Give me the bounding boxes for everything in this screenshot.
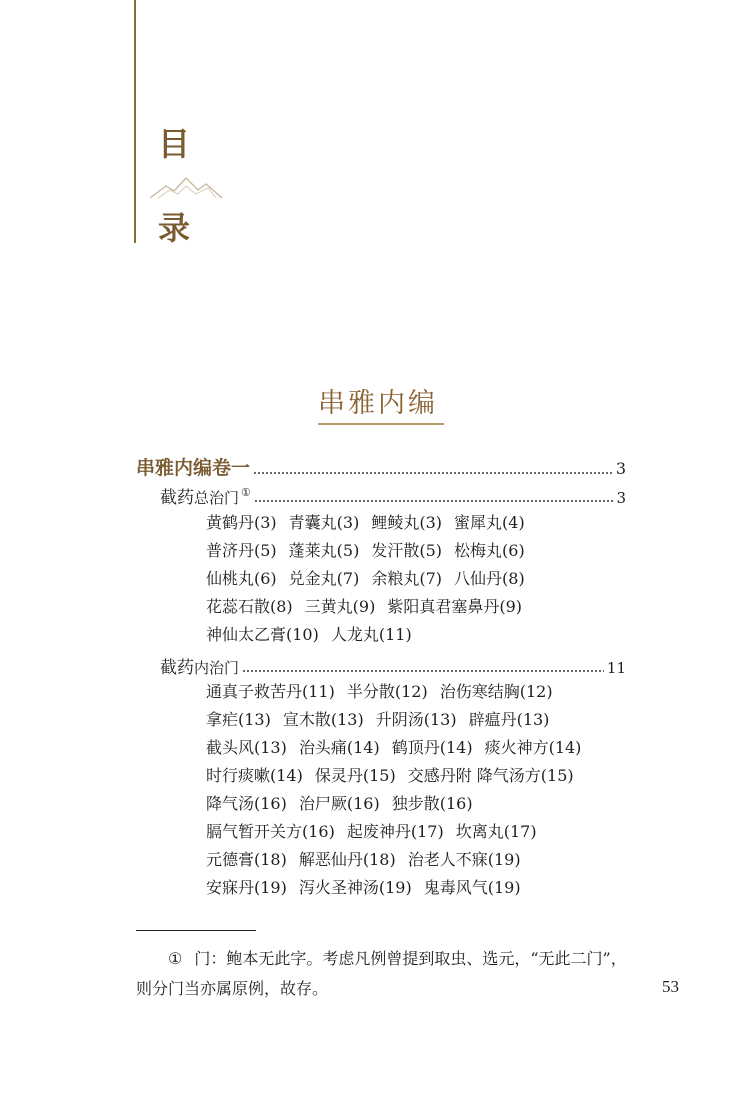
toc-entry-line (206, 740, 593, 756)
toc-category-row[interactable] (160, 483, 626, 508)
toc-entry[interactable]: 松梅丸(6) (454, 541, 525, 560)
toc-category-page: 3 (616, 489, 626, 507)
toc-volume-page: 3 (615, 459, 626, 478)
toc-entry[interactable]: 交感丹附 降气汤方(15) (407, 766, 574, 785)
category-main-label: 截药 (160, 658, 194, 678)
toc-entry[interactable]: 鲤鲮丸(3) (371, 513, 443, 532)
toc-entry-line (206, 599, 534, 615)
toc-entry[interactable]: 升阴汤(13) (375, 710, 457, 729)
footnote (136, 944, 636, 1004)
toc-entry[interactable]: 拿疟(13) (206, 710, 271, 729)
toc-entry[interactable]: 鬼毒风气(19) (423, 878, 521, 897)
toc-entry-line (206, 515, 537, 531)
toc-entry[interactable]: 坎离丸(17) (455, 822, 537, 841)
toc-entry[interactable]: 解恶仙丹(18) (298, 850, 396, 869)
leader-dots (242, 670, 604, 672)
toc-entry[interactable]: 余粮丸(7) (371, 569, 443, 588)
toc-entry[interactable]: 时行痰嗽(14) (206, 766, 303, 785)
toc-entry[interactable]: 截头风(13) (206, 738, 287, 757)
toc-entry[interactable]: 仙桃丸(6) (206, 569, 277, 588)
toc-entry[interactable]: 青囊丸(3) (288, 513, 360, 532)
toc-entry[interactable]: 兑金丸(7) (288, 569, 360, 588)
category-sub-label: 内治门 (194, 659, 240, 677)
toc-entry[interactable]: 痰火神方(14) (484, 738, 582, 757)
toc-volume-label: 串雅内编卷一 (136, 457, 251, 479)
toc-category-page: 11 (606, 659, 626, 677)
toc-entry[interactable]: 发汗散(5) (371, 541, 443, 560)
toc-entry[interactable]: 蓬莱丸(5) (288, 541, 360, 560)
leader-dots (254, 500, 614, 502)
section-title: 串雅内编 (318, 388, 438, 419)
toc-entry[interactable]: 普济丹(5) (206, 541, 277, 560)
toc-category-label (160, 653, 239, 678)
toc-entry[interactable]: 起废神丹(17) (346, 822, 444, 841)
toc-entry-line (206, 712, 561, 728)
toc-entry[interactable]: 通真子救苦丹(11) (206, 682, 335, 701)
section-title-underline (318, 423, 444, 425)
toc-entry[interactable]: 治头痛(14) (298, 738, 380, 757)
toc-entry[interactable]: 治尸厥(16) (298, 794, 380, 813)
vertical-rule (134, 0, 136, 243)
toc-entry[interactable]: 八仙丹(8) (454, 569, 525, 588)
toc-entry[interactable]: 元德膏(18) (206, 850, 287, 869)
title-char-mu: 目 (158, 125, 191, 163)
toc-category-row[interactable] (160, 653, 626, 678)
toc-entry[interactable]: 保灵丹(15) (314, 766, 396, 785)
footnote-mark: ① (168, 949, 183, 968)
toc-entry[interactable]: 黄鹤丹(3) (206, 513, 277, 532)
toc-entry[interactable]: 降气汤(16) (206, 794, 287, 813)
toc-entry[interactable]: 半分散(12) (346, 682, 428, 701)
toc-entry[interactable]: 独步散(16) (391, 794, 473, 813)
toc-category-label (160, 483, 251, 508)
toc-entry[interactable]: 治老人不寐(19) (407, 850, 521, 869)
toc-entry[interactable]: 神仙太乙膏(10) (206, 625, 319, 644)
footnote-separator (136, 930, 256, 931)
toc-entry[interactable]: 蜜犀丸(4) (454, 513, 525, 532)
leader-dots (253, 472, 613, 474)
toc-entry-line (206, 880, 533, 896)
toc-entry-line (206, 684, 565, 700)
toc-entry[interactable]: 膈气暂开关方(16) (206, 822, 335, 841)
toc-entry[interactable]: 辟瘟丹(13) (468, 710, 550, 729)
toc-entry-line (206, 768, 586, 784)
toc-entry-line (206, 852, 533, 868)
page-number: 53 (662, 977, 679, 996)
category-main-label: 截药 (160, 488, 194, 508)
toc-entry-line (206, 824, 549, 840)
toc-entry[interactable]: 安寐丹(19) (206, 878, 287, 897)
toc-entry-line (206, 796, 485, 812)
toc-volume-row[interactable] (136, 453, 626, 480)
toc-entry-line (206, 543, 537, 559)
toc-entry[interactable]: 宣木散(13) (282, 710, 364, 729)
toc-entry[interactable]: 治伤寒结胸(12) (439, 682, 553, 701)
toc-entry-line (206, 571, 537, 587)
toc-entry[interactable]: 人龙丸(11) (330, 625, 412, 644)
toc-entry-line (206, 627, 424, 643)
toc-entry[interactable]: 花蕊石散(8) (206, 597, 293, 616)
toc-entry[interactable]: 三黄丸(9) (304, 597, 376, 616)
footnote-reference[interactable]: ① (241, 486, 251, 500)
footnote-text: 门：鲍本无此字。考虑凡例曾提到取虫、选元，“无此二门”，则分门当亦属原例，故存。 (136, 949, 627, 998)
toc-entry[interactable]: 鹤顶丹(14) (391, 738, 473, 757)
toc-entry[interactable]: 泻火圣神汤(19) (298, 878, 412, 897)
category-sub-label: 总治门 (194, 489, 240, 507)
title-char-lu: 录 (158, 209, 191, 247)
toc-entry[interactable]: 紫阳真君塞鼻丹(9) (387, 597, 523, 616)
mountain-ornament-icon (148, 172, 224, 202)
